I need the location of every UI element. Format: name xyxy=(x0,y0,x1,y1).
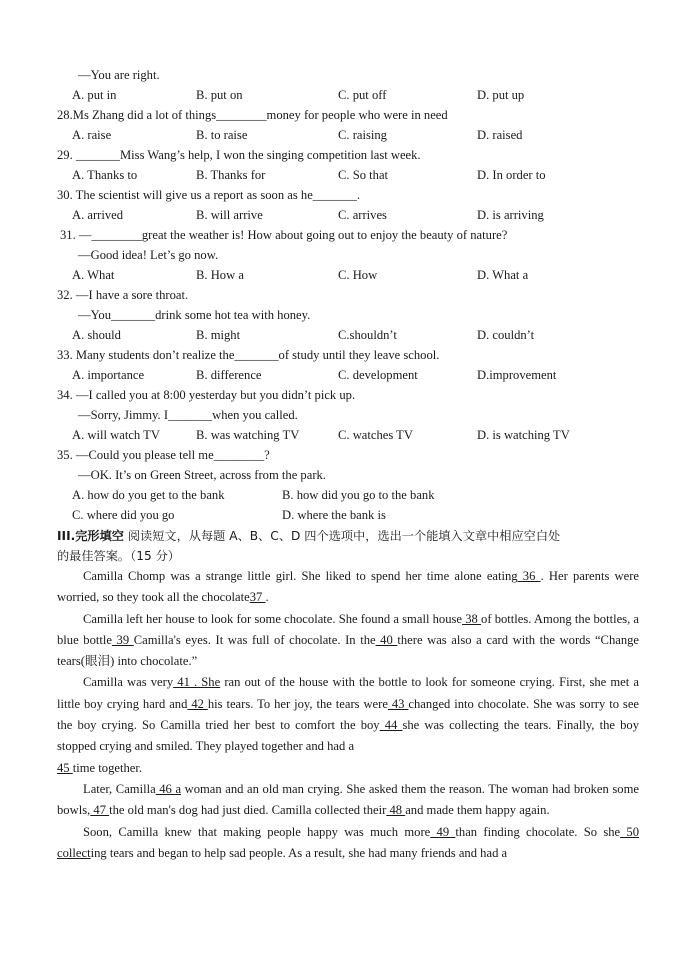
blank-47: 47 xyxy=(90,803,110,818)
q31-response: —Good idea! Let’s go now. xyxy=(78,248,219,262)
q31-option-a: A. What xyxy=(72,268,115,282)
blank-49: 49 xyxy=(430,824,456,839)
q30-stem: 30. The scientist will give us a report as soon as he_______. xyxy=(57,188,361,202)
blank-40: 40 xyxy=(375,632,398,647)
passage-paragraph-3: Camilla was very 41 . She ran out of the house with the bottle to look for someone crying. First, she met a little boy crying hard and 42 his tears. To her joy, the tears were 43 changed into chocolate. She was sorry to see the boy crying. So Camilla tried her best to comfort the boy 44 she was collecting the tears. Finally, the boy stopped crying and smiled. They played together and had a 45 time together. xyxy=(57,675,640,775)
blank-39: 39 xyxy=(111,632,134,647)
q27-option-c: C. put off xyxy=(338,88,387,102)
q33-option-d: D.improvement xyxy=(477,368,557,382)
blank-42: 42 xyxy=(187,696,208,711)
q33-option-c: C. development xyxy=(338,368,418,382)
section-instruction-cont: 的最佳答案。（15 分） xyxy=(57,549,180,563)
q28-option-d: D. raised xyxy=(477,128,523,142)
section-instruction: 阅读短文，从每题 A、B、C、D 四个选项中，选出一个能填入文章中相应空白处 xyxy=(123,529,561,543)
q28-option-c: C. raising xyxy=(338,128,387,142)
q29-option-d: D. In order to xyxy=(477,168,546,182)
passage-paragraph-5: Soon, Camilla knew that making people happy was much more 49 than finding chocolate. So she 50 collecting tears and began to help sad people. As a result, she had many friends and had a xyxy=(57,824,639,860)
q32-option-d: D. couldn’t xyxy=(477,328,535,342)
q35-response: —OK. It’s on Green Street, across from the park. xyxy=(78,468,326,482)
q29-option-c: C. So that xyxy=(338,168,389,182)
blank-43: 43 xyxy=(387,696,409,711)
q32-option-a: A. should xyxy=(72,328,121,342)
q30-option-b: B. will arrive xyxy=(196,208,263,222)
q35-option-d: D. where the bank is xyxy=(282,508,386,522)
q34-response: —Sorry, Jimmy. I_______when you called. xyxy=(78,408,298,422)
q30-option-c: C. arrives xyxy=(338,208,387,222)
passage-paragraph-4: Later, Camilla 46 a woman and an old man crying. She asked them the reason. The woman had broken some bowls, 47 the old man's dog had just died. Camilla collected their 48 and made them happy again. xyxy=(57,781,639,818)
q31-option-d: D. What a xyxy=(477,268,529,282)
q28-stem: 28.Ms Zhang did a lot of things________money for people who were in need xyxy=(57,108,448,122)
q28-option-b: B. to raise xyxy=(196,128,248,142)
q34-option-b: B. was watching TV xyxy=(196,428,300,442)
q35-option-c: C. where did you go xyxy=(72,508,175,522)
q33-option-a: A. importance xyxy=(72,368,145,382)
q30-option-a: A. arrived xyxy=(72,208,124,222)
q34-option-d: D. is watching TV xyxy=(477,428,570,442)
q32-stem: 32. —I have a sore throat. xyxy=(57,288,189,302)
blank-44: 44 xyxy=(379,718,403,733)
section-heading xyxy=(57,527,560,545)
blank-37: 37 xyxy=(249,590,266,605)
blank-38: 38 xyxy=(462,611,482,626)
blank-41: 41 . She xyxy=(173,675,221,690)
q34-option-c: C. watches TV xyxy=(338,428,413,442)
passage-paragraph-1: Camilla Chomp was a strange little girl. She liked to spend her time alone eating 36 . Her parents were worried, so they took all the chocolate37 . xyxy=(57,569,640,605)
q29-stem: 29. _______Miss Wang’s help, I won the singing competition last week. xyxy=(57,148,421,162)
q27-option-a: A. put in xyxy=(72,88,117,102)
q28-option-a: A. raise xyxy=(72,128,112,142)
q34-option-a: A. will watch TV xyxy=(72,428,160,442)
blank-50: 50 collect xyxy=(57,824,639,860)
q32-option-b: B. might xyxy=(196,328,241,342)
passage-paragraph-2: Camilla left her house to look for some chocolate. She found a small house 38 of bottles. Among the bottles, a blue bottle 39 Camilla's eyes. It was full of chocolate. In the 40 there was also a card with the words “Change tears(眼泪) into chocolate.” xyxy=(57,611,640,669)
q27-option-d: D. put up xyxy=(477,88,525,102)
q31-option-c: C. How xyxy=(338,268,378,282)
q30-option-d: D. is arriving xyxy=(477,208,544,222)
section-title: III.完形填空 xyxy=(57,529,124,543)
q33-stem: 33. Many students don’t realize the_______of study until they leave school. xyxy=(57,348,440,362)
q35-option-a: A. how do you get to the bank xyxy=(72,488,225,502)
blank-45: 45 xyxy=(57,760,73,775)
q29-option-b: B. Thanks for xyxy=(196,168,266,182)
q27-response: —You are right. xyxy=(78,68,160,82)
q35-option-b: B. how did you go to the bank xyxy=(282,488,435,502)
q27-option-b: B. put on xyxy=(196,88,243,102)
cloze-passage xyxy=(57,566,639,864)
q32-option-c: C.shouldn’t xyxy=(338,328,397,342)
blank-36: 36 xyxy=(517,569,541,583)
q33-option-b: B. difference xyxy=(196,368,262,382)
q31-stem: 31. —________great the weather is! How about going out to enjoy the beauty of nature? xyxy=(60,228,508,242)
q32-response: —You_______drink some hot tea with honey. xyxy=(78,308,311,322)
q31-option-b: B. How a xyxy=(196,268,244,282)
blank-48: 48 xyxy=(386,803,406,818)
q35-stem: 35. —Could you please tell me________? xyxy=(57,448,270,462)
q34-stem: 34. —I called you at 8:00 yesterday but you didn’t pick up. xyxy=(57,388,356,402)
q29-option-a: A. Thanks to xyxy=(72,168,138,182)
blank-46: 46 a xyxy=(155,781,182,796)
